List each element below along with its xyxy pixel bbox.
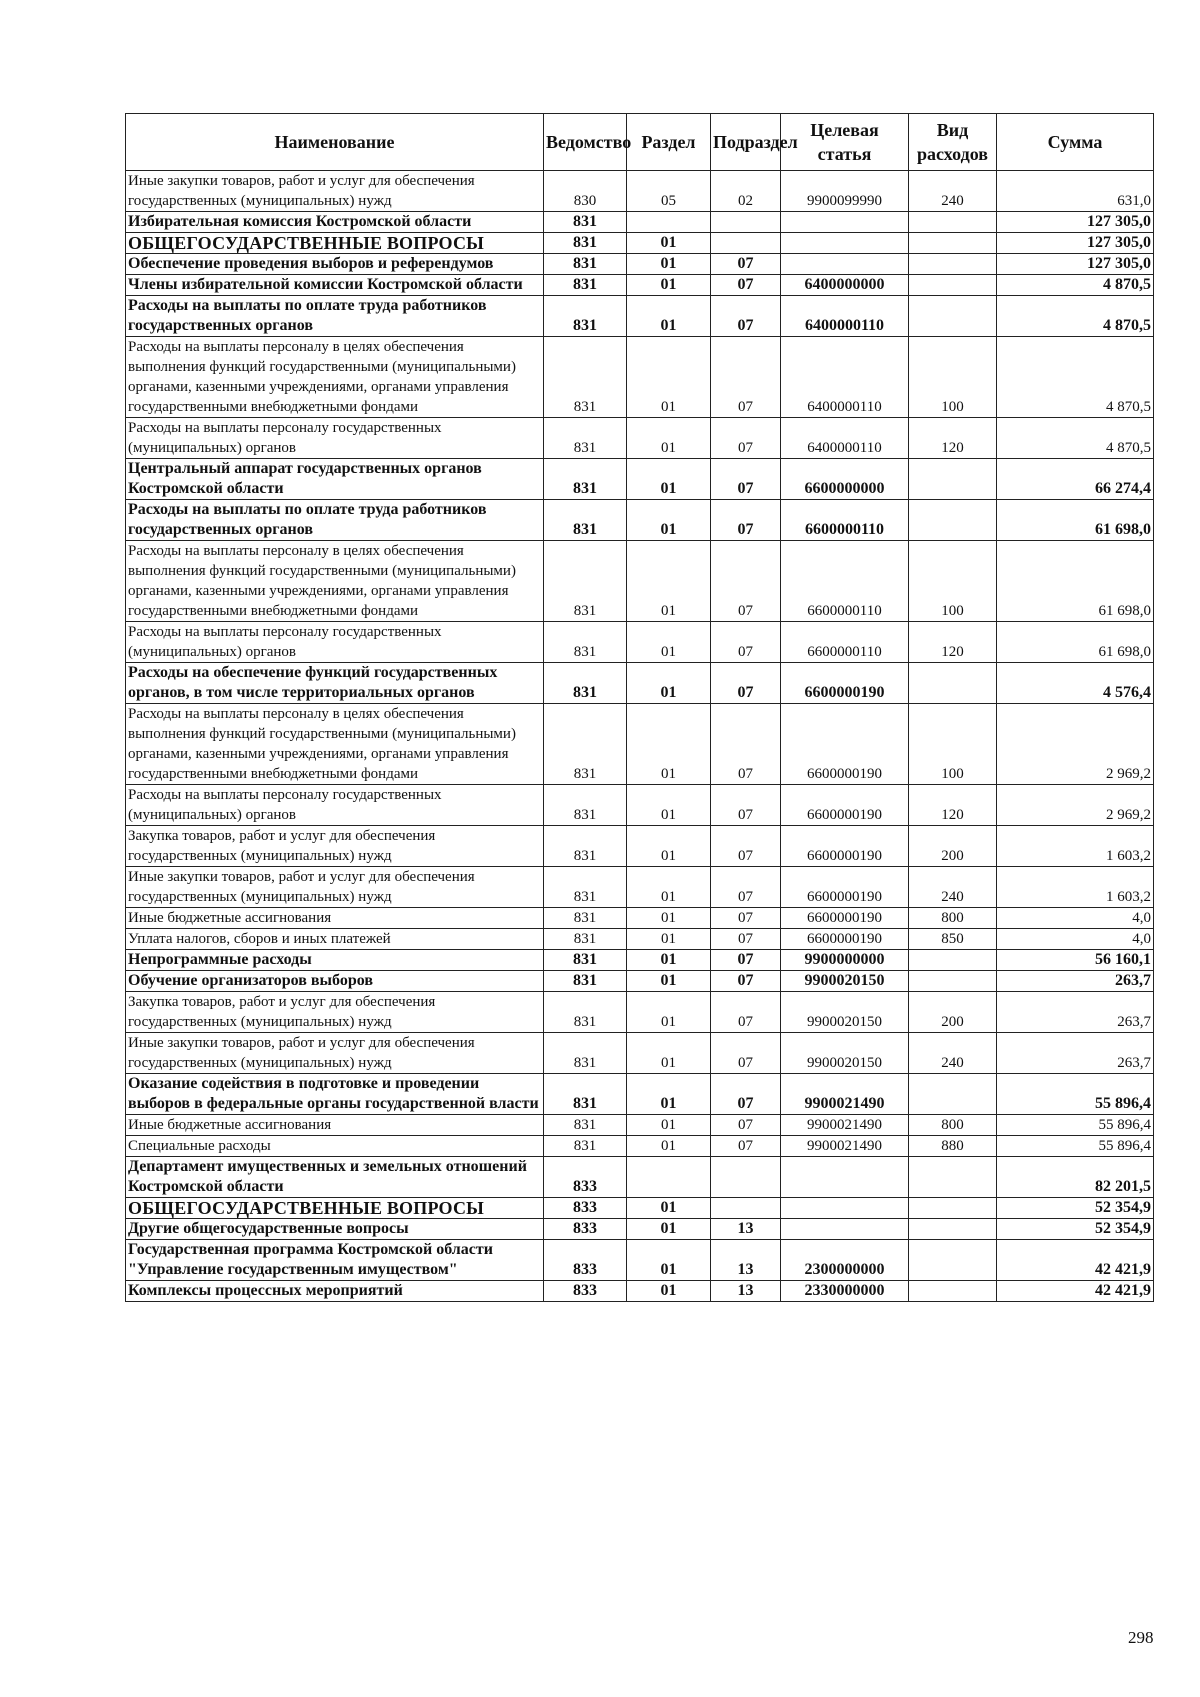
cell-target: 6600000190	[781, 929, 909, 950]
cell-section: 01	[627, 337, 711, 418]
cell-kind: 880	[909, 1136, 997, 1157]
cell-dept: 831	[544, 254, 627, 275]
table-row	[126, 622, 1154, 663]
cell-dept: 833	[544, 1281, 627, 1302]
cell-name: ОБЩЕГОСУДАРСТВЕННЫЕ ВОПРОСЫ	[126, 1198, 544, 1219]
cell-kind	[909, 275, 997, 296]
cell-dept: 831	[544, 950, 627, 971]
table-row	[126, 992, 1154, 1033]
cell-subsection: 07	[711, 541, 781, 622]
cell-section: 01	[627, 704, 711, 785]
table-row	[126, 254, 1154, 275]
cell-kind: 800	[909, 908, 997, 929]
cell-sum: 55 896,4	[997, 1074, 1154, 1115]
cell-sum: 4 870,5	[997, 337, 1154, 418]
cell-subsection: 07	[711, 418, 781, 459]
table-row	[126, 171, 1154, 212]
cell-dept: 831	[544, 929, 627, 950]
cell-target	[781, 233, 909, 254]
cell-name: Расходы на выплаты персоналу государственных (муниципальных) органов	[126, 785, 544, 826]
cell-target: 9900021490	[781, 1136, 909, 1157]
cell-section: 01	[627, 459, 711, 500]
cell-kind: 120	[909, 418, 997, 459]
cell-sum: 4,0	[997, 908, 1154, 929]
cell-section: 05	[627, 171, 711, 212]
table-row	[126, 541, 1154, 622]
cell-sum: 42 421,9	[997, 1281, 1154, 1302]
cell-subsection: 02	[711, 171, 781, 212]
cell-name: Иные закупки товаров, работ и услуг для обеспечения государственных (муниципальных) нужд	[126, 171, 544, 212]
cell-dept: 831	[544, 1033, 627, 1074]
cell-name: Уплата налогов, сборов и иных платежей	[126, 929, 544, 950]
table-row	[126, 826, 1154, 867]
cell-sum: 1 603,2	[997, 867, 1154, 908]
cell-name: Закупка товаров, работ и услуг для обеспечения государственных (муниципальных) нужд	[126, 992, 544, 1033]
cell-name: Расходы на выплаты по оплате труда работников государственных органов	[126, 296, 544, 337]
cell-dept: 831	[544, 867, 627, 908]
cell-sum: 4 576,4	[997, 663, 1154, 704]
cell-kind: 100	[909, 704, 997, 785]
cell-target: 6400000110	[781, 418, 909, 459]
cell-subsection: 07	[711, 1033, 781, 1074]
cell-kind	[909, 296, 997, 337]
table-row	[126, 950, 1154, 971]
cell-sum: 263,7	[997, 992, 1154, 1033]
cell-name: Иные закупки товаров, работ и услуг для обеспечения государственных (муниципальных) нужд	[126, 1033, 544, 1074]
cell-target	[781, 1219, 909, 1240]
cell-target: 6600000190	[781, 908, 909, 929]
cell-sum: 4 870,5	[997, 296, 1154, 337]
cell-name: Расходы на выплаты по оплате труда работников государственных органов	[126, 500, 544, 541]
table-header-row	[126, 114, 1154, 171]
cell-sum: 1 603,2	[997, 826, 1154, 867]
cell-sum: 52 354,9	[997, 1219, 1154, 1240]
table-row	[126, 663, 1154, 704]
cell-kind	[909, 212, 997, 233]
cell-section: 01	[627, 826, 711, 867]
cell-name: Расходы на выплаты персоналу в целях обеспечения выполнения функций государственными (муниципальными) органами, казенными учреждениями, органами управления государственными внебюджетными фондами	[126, 541, 544, 622]
cell-name: Члены избирательной комиссии Костромской области	[126, 275, 544, 296]
table-row	[126, 704, 1154, 785]
cell-sum: 55 896,4	[997, 1115, 1154, 1136]
cell-subsection: 07	[711, 500, 781, 541]
cell-kind	[909, 1219, 997, 1240]
cell-subsection: 07	[711, 950, 781, 971]
cell-sum: 66 274,4	[997, 459, 1154, 500]
cell-kind: 800	[909, 1115, 997, 1136]
cell-subsection: 07	[711, 663, 781, 704]
cell-kind	[909, 971, 997, 992]
table-row	[126, 459, 1154, 500]
cell-kind	[909, 663, 997, 704]
cell-sum: 263,7	[997, 971, 1154, 992]
table-row	[126, 1281, 1154, 1302]
cell-section: 01	[627, 663, 711, 704]
cell-dept: 831	[544, 296, 627, 337]
cell-sum: 61 698,0	[997, 622, 1154, 663]
cell-name: Расходы на обеспечение функций государственных органов, в том числе территориальных органов	[126, 663, 544, 704]
header-section: Раздел	[627, 114, 711, 171]
cell-kind	[909, 459, 997, 500]
cell-dept: 831	[544, 500, 627, 541]
cell-dept: 831	[544, 1074, 627, 1115]
cell-kind: 120	[909, 785, 997, 826]
cell-subsection: 13	[711, 1240, 781, 1281]
header-sum: Сумма	[997, 114, 1154, 171]
cell-dept: 831	[544, 337, 627, 418]
table-row	[126, 867, 1154, 908]
cell-sum: 127 305,0	[997, 212, 1154, 233]
header-dept: Ведомство	[544, 114, 627, 171]
table-row	[126, 785, 1154, 826]
cell-section: 01	[627, 275, 711, 296]
cell-subsection: 07	[711, 971, 781, 992]
cell-target: 6600000190	[781, 704, 909, 785]
cell-name: Расходы на выплаты персоналу в целях обеспечения выполнения функций государственными (муниципальными) органами, казенными учреждениями, органами управления государственными внебюджетными фондами	[126, 704, 544, 785]
table-row	[126, 971, 1154, 992]
cell-kind	[909, 500, 997, 541]
cell-section: 01	[627, 1074, 711, 1115]
cell-section: 01	[627, 1219, 711, 1240]
cell-name: Иные бюджетные ассигнования	[126, 908, 544, 929]
cell-section: 01	[627, 929, 711, 950]
cell-kind: 200	[909, 992, 997, 1033]
table-row	[126, 1115, 1154, 1136]
table-row	[126, 233, 1154, 254]
cell-dept: 833	[544, 1240, 627, 1281]
cell-dept: 831	[544, 704, 627, 785]
cell-subsection: 07	[711, 992, 781, 1033]
cell-sum: 2 969,2	[997, 704, 1154, 785]
cell-dept: 831	[544, 785, 627, 826]
cell-dept: 833	[544, 1219, 627, 1240]
table-row	[126, 296, 1154, 337]
cell-section	[627, 1157, 711, 1198]
table-row	[126, 1219, 1154, 1240]
cell-dept: 831	[544, 908, 627, 929]
cell-name: Непрограммные расходы	[126, 950, 544, 971]
cell-dept: 833	[544, 1157, 627, 1198]
cell-dept: 831	[544, 418, 627, 459]
cell-kind: 100	[909, 337, 997, 418]
cell-kind	[909, 950, 997, 971]
cell-subsection: 07	[711, 867, 781, 908]
cell-name: Центральный аппарат государственных органов Костромской области	[126, 459, 544, 500]
cell-section: 01	[627, 418, 711, 459]
cell-target: 6600000190	[781, 867, 909, 908]
cell-name: Другие общегосударственные вопросы	[126, 1219, 544, 1240]
cell-sum: 4,0	[997, 929, 1154, 950]
cell-kind: 850	[909, 929, 997, 950]
cell-section: 01	[627, 622, 711, 663]
cell-dept: 831	[544, 826, 627, 867]
table-body	[126, 171, 1154, 1302]
cell-dept: 831	[544, 1115, 627, 1136]
cell-section: 01	[627, 1198, 711, 1219]
cell-subsection: 07	[711, 1074, 781, 1115]
cell-subsection: 07	[711, 1115, 781, 1136]
cell-subsection: 13	[711, 1281, 781, 1302]
cell-kind: 100	[909, 541, 997, 622]
cell-dept: 830	[544, 171, 627, 212]
cell-section: 01	[627, 992, 711, 1033]
header-subsection: Подраздел	[711, 114, 781, 171]
cell-kind	[909, 1281, 997, 1302]
table-row	[126, 1074, 1154, 1115]
cell-target: 6600000000	[781, 459, 909, 500]
cell-target: 6600000110	[781, 500, 909, 541]
cell-subsection: 07	[711, 622, 781, 663]
cell-target: 2300000000	[781, 1240, 909, 1281]
table-row	[126, 1157, 1154, 1198]
cell-name: Оказание содействия в подготовке и проведении выборов в федеральные органы государственной власти	[126, 1074, 544, 1115]
cell-section: 01	[627, 541, 711, 622]
cell-dept: 831	[544, 1136, 627, 1157]
cell-subsection: 07	[711, 254, 781, 275]
cell-name: Комплексы процессных мероприятий	[126, 1281, 544, 1302]
cell-name: Избирательная комиссия Костромской области	[126, 212, 544, 233]
table-row	[126, 337, 1154, 418]
cell-target: 9900021490	[781, 1074, 909, 1115]
cell-subsection: 07	[711, 1136, 781, 1157]
cell-kind: 240	[909, 867, 997, 908]
table-row	[126, 418, 1154, 459]
cell-sum: 61 698,0	[997, 541, 1154, 622]
cell-section: 01	[627, 971, 711, 992]
cell-sum: 42 421,9	[997, 1240, 1154, 1281]
cell-section: 01	[627, 785, 711, 826]
cell-sum: 52 354,9	[997, 1198, 1154, 1219]
cell-name: Закупка товаров, работ и услуг для обеспечения государственных (муниципальных) нужд	[126, 826, 544, 867]
cell-target: 6600000110	[781, 622, 909, 663]
cell-sum: 4 870,5	[997, 418, 1154, 459]
table-row	[126, 500, 1154, 541]
cell-section: 01	[627, 254, 711, 275]
cell-name: Обучение организаторов выборов	[126, 971, 544, 992]
cell-target: 6400000110	[781, 296, 909, 337]
cell-kind: 240	[909, 171, 997, 212]
cell-dept: 831	[544, 459, 627, 500]
cell-sum: 127 305,0	[997, 254, 1154, 275]
cell-kind: 200	[909, 826, 997, 867]
cell-name: Специальные расходы	[126, 1136, 544, 1157]
cell-target: 9900000000	[781, 950, 909, 971]
cell-dept: 831	[544, 275, 627, 296]
cell-target	[781, 212, 909, 233]
header-target: Целевая статья	[781, 114, 909, 171]
cell-name: Иные бюджетные ассигнования	[126, 1115, 544, 1136]
cell-subsection	[711, 233, 781, 254]
cell-subsection: 07	[711, 459, 781, 500]
cell-sum: 4 870,5	[997, 275, 1154, 296]
table-row	[126, 1136, 1154, 1157]
cell-subsection	[711, 1157, 781, 1198]
cell-subsection: 07	[711, 296, 781, 337]
cell-sum: 127 305,0	[997, 233, 1154, 254]
cell-name: Расходы на выплаты персоналу в целях обеспечения выполнения функций государственными (муниципальными) органами, казенными учреждениями, органами управления государственными внебюджетными фондами	[126, 337, 544, 418]
cell-name: ОБЩЕГОСУДАРСТВЕННЫЕ ВОПРОСЫ	[126, 233, 544, 254]
cell-section: 01	[627, 1240, 711, 1281]
cell-subsection: 07	[711, 337, 781, 418]
cell-name: Расходы на выплаты персоналу государственных (муниципальных) органов	[126, 418, 544, 459]
cell-section: 01	[627, 500, 711, 541]
cell-sum: 631,0	[997, 171, 1154, 212]
cell-section: 01	[627, 950, 711, 971]
cell-sum: 82 201,5	[997, 1157, 1154, 1198]
cell-dept: 831	[544, 971, 627, 992]
cell-kind: 240	[909, 1033, 997, 1074]
cell-dept: 831	[544, 212, 627, 233]
cell-subsection: 07	[711, 929, 781, 950]
cell-name: Государственная программа Костромской области "Управление государственным имуществом"	[126, 1240, 544, 1281]
cell-kind	[909, 1240, 997, 1281]
cell-target: 2330000000	[781, 1281, 909, 1302]
table-row	[126, 1240, 1154, 1281]
cell-subsection: 07	[711, 275, 781, 296]
cell-section: 01	[627, 1281, 711, 1302]
cell-dept: 831	[544, 233, 627, 254]
cell-subsection	[711, 212, 781, 233]
cell-section: 01	[627, 867, 711, 908]
cell-dept: 831	[544, 622, 627, 663]
cell-name: Обеспечение проведения выборов и референдумов	[126, 254, 544, 275]
cell-target: 9900021490	[781, 1115, 909, 1136]
cell-section: 01	[627, 1033, 711, 1074]
cell-subsection: 13	[711, 1219, 781, 1240]
cell-dept: 831	[544, 992, 627, 1033]
cell-sum: 2 969,2	[997, 785, 1154, 826]
cell-subsection: 07	[711, 704, 781, 785]
cell-sum: 56 160,1	[997, 950, 1154, 971]
cell-dept: 831	[544, 663, 627, 704]
cell-kind	[909, 1074, 997, 1115]
cell-subsection	[711, 1198, 781, 1219]
cell-target	[781, 254, 909, 275]
cell-kind	[909, 1198, 997, 1219]
cell-section: 01	[627, 1115, 711, 1136]
cell-target: 9900020150	[781, 971, 909, 992]
cell-target: 9900020150	[781, 1033, 909, 1074]
table-row	[126, 275, 1154, 296]
cell-target: 6600000110	[781, 541, 909, 622]
cell-section: 01	[627, 233, 711, 254]
cell-section: 01	[627, 908, 711, 929]
cell-target: 6400000110	[781, 337, 909, 418]
cell-sum: 263,7	[997, 1033, 1154, 1074]
cell-subsection: 07	[711, 785, 781, 826]
cell-target: 6400000000	[781, 275, 909, 296]
cell-section: 01	[627, 296, 711, 337]
cell-section: 01	[627, 1136, 711, 1157]
header-name: Наименование	[126, 114, 544, 171]
cell-name: Департамент имущественных и земельных отношений Костромской области	[126, 1157, 544, 1198]
cell-name: Иные закупки товаров, работ и услуг для обеспечения государственных (муниципальных) нужд	[126, 867, 544, 908]
cell-target	[781, 1198, 909, 1219]
cell-target: 6600000190	[781, 663, 909, 704]
page-number: 298	[1128, 1628, 1154, 1647]
cell-target: 9900020150	[781, 992, 909, 1033]
budget-table	[125, 113, 1154, 1302]
cell-target: 9900099990	[781, 171, 909, 212]
cell-kind	[909, 254, 997, 275]
header-kind: Вид расходов	[909, 114, 997, 171]
cell-target	[781, 1157, 909, 1198]
cell-kind	[909, 233, 997, 254]
cell-subsection: 07	[711, 826, 781, 867]
cell-subsection: 07	[711, 908, 781, 929]
table-row	[126, 212, 1154, 233]
table-row	[126, 1198, 1154, 1219]
cell-sum: 61 698,0	[997, 500, 1154, 541]
table-row	[126, 908, 1154, 929]
cell-kind: 120	[909, 622, 997, 663]
cell-target: 6600000190	[781, 826, 909, 867]
cell-dept: 833	[544, 1198, 627, 1219]
cell-sum: 55 896,4	[997, 1136, 1154, 1157]
cell-section	[627, 212, 711, 233]
cell-target: 6600000190	[781, 785, 909, 826]
table-row	[126, 1033, 1154, 1074]
cell-name: Расходы на выплаты персоналу государственных (муниципальных) органов	[126, 622, 544, 663]
table-row	[126, 929, 1154, 950]
cell-kind	[909, 1157, 997, 1198]
cell-dept: 831	[544, 541, 627, 622]
